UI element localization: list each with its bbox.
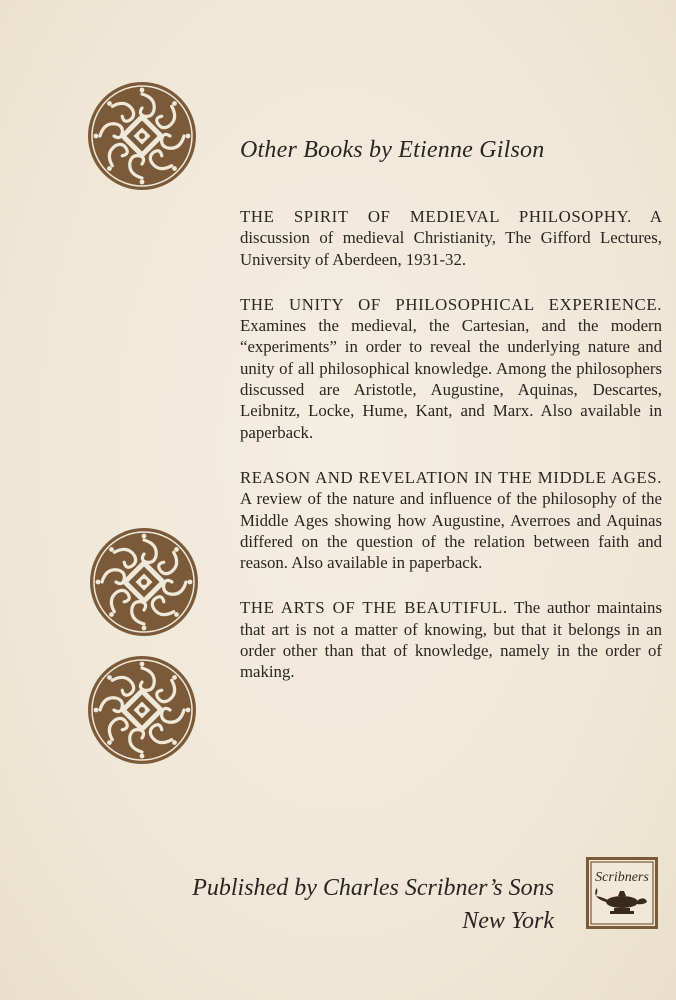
- publisher-city: New York: [462, 908, 554, 934]
- logo-text: Scribners: [595, 870, 649, 885]
- publisher-name: Published by Charles Scribner’s Sons: [192, 875, 554, 901]
- book-description: A discussion of medieval Christianity, The Gifford Lectures, University of Aberdeen, 1931-32.: [240, 207, 662, 269]
- book-description: The author maintains that art is not a matter of knowing, but that it belongs in an order other than that of knowledge, namely in the order of making.: [240, 598, 662, 682]
- floral-medallion-icon: [88, 526, 200, 638]
- floral-medallion-icon: [86, 654, 198, 766]
- book-entry: [240, 467, 662, 573]
- book-entry: [240, 597, 662, 682]
- floral-medallion-icon: [86, 80, 198, 192]
- scribners-logo: [585, 856, 659, 930]
- book-title: THE SPIRIT OF MEDIEVAL PHILOSOPHY.: [240, 207, 632, 226]
- page-heading: Other Books by Etienne Gilson: [240, 137, 545, 163]
- book-title: THE ARTS OF THE BEAUTIFUL.: [240, 598, 508, 618]
- book-list: [240, 206, 662, 707]
- book-title: REASON AND REVELATION IN THE MIDDLE AGES.: [240, 467, 662, 487]
- publisher-imprint: [190, 872, 554, 938]
- book-entry: [240, 206, 662, 270]
- book-title: THE UNITY OF PHILOSOPHICAL EXPERIENCE.: [240, 294, 662, 314]
- book-description: Examines the medieval, the Cartesian, and the modern “experiments” in order to reveal the underlying nature and unity of all philosophical knowledge. Among the philosophers discussed are Aristotle, Augustine, Aquinas, Descartes, Leibnitz, Locke, Hume, Kant, and Marx. Also available in paperback.: [240, 316, 662, 442]
- book-description: A review of the nature and influence of the philosophy of the Middle Ages showing how Augustine, Averroes and Aquinas differed on the question of the relation between faith and reason. Also available in paperback.: [240, 489, 662, 573]
- book-entry: [240, 294, 662, 443]
